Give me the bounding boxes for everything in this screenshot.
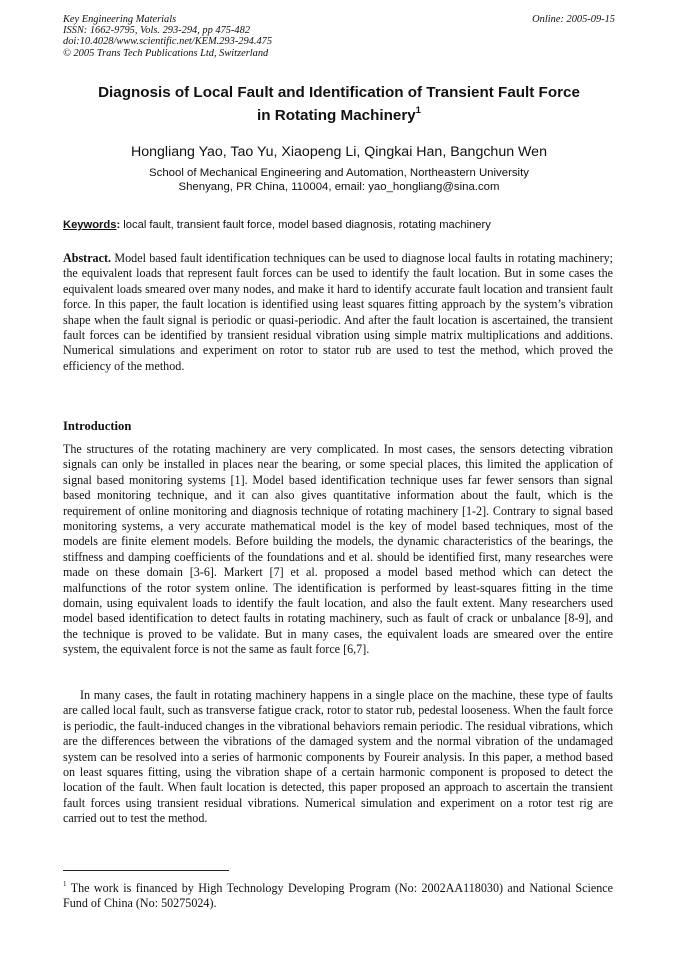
- paper-title: [50, 81, 628, 127]
- keywords: [63, 218, 623, 232]
- title-footnote-mark[interactable]: 1: [415, 104, 421, 116]
- affiliation-line-1: School of Mechanical Engineering and Automation, Northeastern University: [149, 167, 529, 179]
- abstract-text: Model based fault identification techniques can be used to diagnose local faults in rotating machinery; the equivalent loads that represent fault forces can be used to identify the fault location. But in some cases the equivalent loads smeared over many nodes, and make it hard to identify accurate fault location and transient fault force. In this paper, the fault location is identified using least squares fitting approach by the system’s vibration shape when the fault signal is periodic or quasi-periodic. And after the fault location is ascertained, the transient fault forces can be identified by transient residual vibration using simple matrix multiplications and additions. Numerical simulations and experiment on rotor to stator rub are used to test the method, which proved the efficiency of the method.: [63, 251, 613, 373]
- title-line-2: [50, 104, 628, 127]
- abstract-label: Abstract.: [63, 251, 112, 265]
- doi-line: doi:10.4028/www.scientific.net/KEM.293-294.475: [63, 36, 273, 48]
- section-heading-introduction: Introduction: [63, 419, 132, 433]
- footnote-mark: 1: [63, 880, 67, 888]
- online-date: Online: 2005-09-15: [532, 14, 615, 25]
- keywords-colon: :: [116, 219, 121, 231]
- introduction-paragraph-1: The structures of the rotating machinery are very complicated. In most cases, the sensors detecting vibration signals can only be installed in places near the bearing, or some special places, this limited the application of signal based monitoring systems [1]. Model based identification technique uses far fewer sensors than signal based monitoring technique, and it can also gives quantitative information about the fault, which is the requirement of online monitoring and diagnosis technique of rotating machinery [1-2]. Contrary to signal based monitoring systems, a very accurate mathematical model is the key of model based techniques, most of the models are finite element models. Before building the models, the dynamic characteristics of the bearings, the stiffness and damping coefficients of the foundations and et al. should be identified first, many researches were made on these domain [3-6]. Markert [7] et al. proposed a model based method which can detect the malfunctions of the rotor system online. The identification is performed by least-squares fitting in the time domain, using equivalent loads to identify the fault location, and also the fault extent. Many researchers used model based identification to detect faults in rotating machinery, such as fault of crack or unbalance [8-9], and the technique is proved to be validate. But in many cases, the equivalent loads are smeared over the entire system, the equivalent force is not the same as fault force [6,7].: [63, 442, 613, 657]
- keywords-text: local fault, transient fault force, model based diagnosis, rotating machinery: [120, 219, 491, 231]
- author-list: Hongliang Yao, Tao Yu, Xiaopeng Li, Qingkai Han, Bangchun Wen: [131, 144, 547, 160]
- affiliation-line-2: Shenyang, PR China, 110004, email: yao_hongliang@sina.com: [178, 181, 500, 194]
- title-line-2-text: in Rotating Machinery: [257, 107, 416, 124]
- copyright-line: © 2005 Trans Tech Publications Ltd, Switzerland: [63, 47, 269, 59]
- footnote-divider: [63, 870, 229, 871]
- journal-header: [63, 14, 272, 59]
- issn-line: ISSN: 1662-9795, Vols. 293-294, pp 475-482: [63, 25, 251, 37]
- journal-name: Key Engineering Materials: [63, 14, 177, 25]
- introduction-paragraph-2: In many cases, the fault in rotating machinery happens in a single place on the machine, these type of faults are called local fault, such as transverse fatigue crack, rotor to stator rub, pedestal looseness. When the fault force is periodic, the fault-induced changes in the vibrational behaviors remain periodic. The residual vibrations, which are the differences between the vibrations of the damaged system and the normal vibration of the undamaged system can be resolved into a series of harmonic components by Foureir analysis. In this paper, a method based on least squares fitting, using the vibration shape of a certain harmonic component is proposed to detect the location of the fault. When fault location is detected, this paper proposed an approach to ascertain the transient fault forces using transient residual vibrations. Numerical simulation and experiment on a rotor test rig are carried out to test the method.: [63, 688, 613, 826]
- keywords-label: Keywords: [63, 219, 117, 231]
- affiliation: [40, 166, 638, 195]
- abstract: [63, 251, 613, 374]
- footnote-text: The work is financed by High Technology Developing Program (No: 2002AA118030) and National Science Fund of China (No: 50275024).: [63, 881, 613, 911]
- footnote: [63, 878, 613, 912]
- title-line-1: Diagnosis of Local Fault and Identification of Transient Fault Force: [98, 84, 580, 101]
